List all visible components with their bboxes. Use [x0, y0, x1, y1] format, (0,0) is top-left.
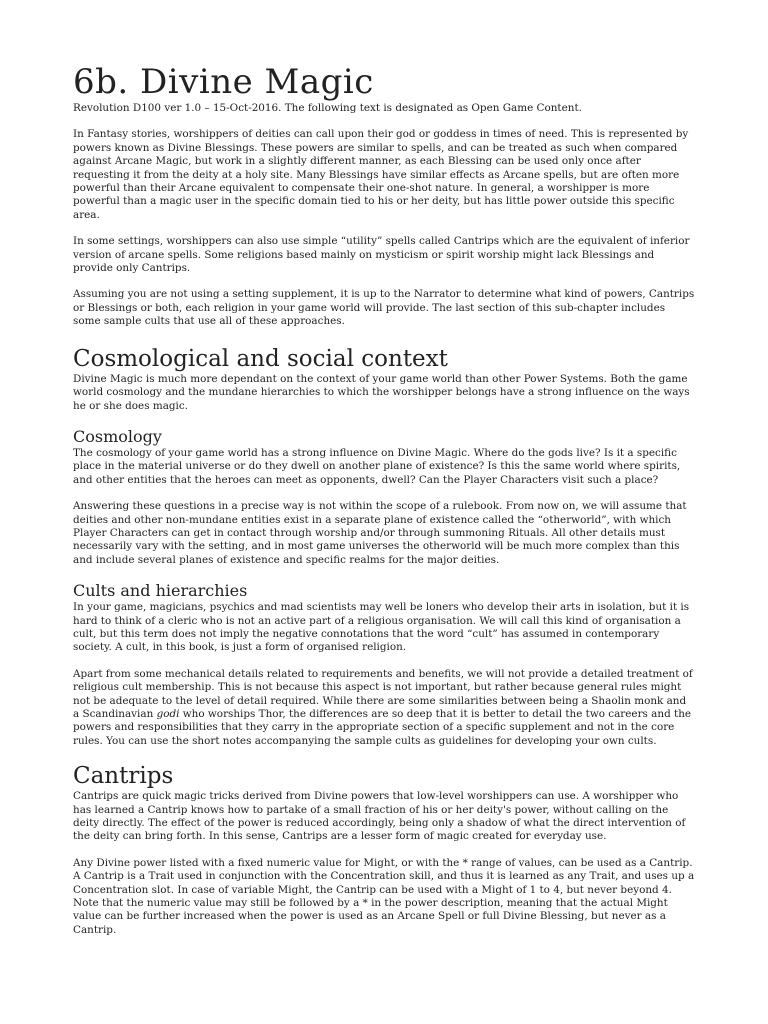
section-heading-cantrips: Cantrips [73, 763, 174, 790]
cosmology-paragraph-2: Answering these questions in a precise way is not within the scope of a rulebook. From now on, we will assume that deities and other non-mundane entities exist in a separate plane of existence called the “otherworld”, with which Player Characters can get in contact through worship and/or through summoning Rituals. All other details must necessarily vary with the setting, and in most game universes the otherworld will be much more complex than this and include several planes of existence and specific realms for the major deities. [73, 500, 687, 566]
cults-paragraph-2-part-a: Apart from some mechanical details related to requirements and benefits, we will not provide a detailed treatment of religious cult membership. This is not because this aspect is not important, but rather because general rules might not be adequate to the level of detail required. While there are some similarities between being a Shaolin monk and a Scandinavian [73, 667, 693, 720]
cantrips-paragraph-1: Cantrips are quick magic tricks derived from Divine powers that low-level worshippers can use. A worshipper who has learned a Cantrip knows how to partake of a small fraction of his or her deity's power, without calling on the deity directly. The effect of the power is reduced accordingly, being only a shadow of what the direct intervention of the deity can bring forth. In this sense, Cantrips are a lesser form of magic created for everyday use. [73, 790, 686, 843]
intro-paragraph-2: In some settings, worshippers can also use simple “utility” spells called Cantrips which are the equivalent of inferior version of arcane spells. Some religions based mainly on mysticism or spirit worship might lack Blessings and provide only Cantrips. [73, 235, 690, 275]
cults-paragraph-1: In your game, magicians, psychics and mad scientists may well be loners who develop their arts in isolation, but it is hard to think of a cleric who is not an active part of a religious organisation. We will call this kind of organisation a cult, but this term does not imply the negative connotations that the word “cult” has assumed in contemporary society. A cult, in this book, is just a form of organised religion. [73, 601, 690, 654]
cantrips-paragraph-2: Any Divine power listed with a fixed numeric value for Might, or with the * range of values, can be used as a Cantrip. A Cantrip is a Trait used in conjunction with the Concentration skill, and thus it is learned as any Trait, and uses up a Concentration slot. In case of variable Might, the Cantrip can be used with a Might of 1 to 4, but never beyond 4. Note that the numeric value may still be followed by a * in the power description, meaning that the actual Might value can be further increased when the power is used as an Arcane Spell or full Divine Blessing, but never as a Cantrip. [73, 856, 695, 936]
document-page [73, 62, 695, 937]
cults-paragraph-2 [73, 668, 695, 748]
intro-paragraph-3: Assuming you are not using a setting supplement, it is up to the Narrator to determine what kind of powers, Cantrips or Blessings or both, each religion in your game world will provide. The last section of this sub-chapter includes some sample cults that use all of these approaches. [73, 288, 695, 328]
section-heading-cosmological: Cosmological and social context [73, 345, 448, 372]
godi-term: godi [156, 708, 180, 720]
page-title: 6b. Divine Magic [73, 62, 374, 102]
subsection-heading-cosmology: Cosmology [73, 426, 162, 446]
cosmology-paragraph-1: The cosmology of your game world has a strong influence on Divine Magic. Where do the gods live? Is it a specific place in the material universe or do they dwell on another plane of existence? Is this the same world where spirits, and other entities that the heroes can meet as opponents, dwell? Can the Player Characters visit such a place? [73, 446, 681, 486]
subsection-heading-cults: Cults and hierarchies [73, 581, 248, 601]
intro-paragraph-1: In Fantasy stories, worshippers of deities can call upon their god or goddess in times of need. This is represented by powers known as Divine Blessings. These powers are similar to spells, and can be treated as such when compared against Arcane Magic, but work in a slightly different manner, as each Blessing can be used only once after requesting it from the deity at a holy site. Many Blessings have similar effects as Arcane spells, but are often more powerful than their Arcane equivalent to compensate their one-shot nature. In general, a worshipper is more powerful than a magic user in the specific domain tied to his or her deity, but has little power outside this specific area. [73, 128, 689, 221]
cosmological-paragraph: Divine Magic is much more dependant on the context of your game world than other Power Systems. Both the game world cosmology and the mundane hierarchies to which the worshipper belongs have a strong influence on the ways he or she does magic. [73, 372, 690, 412]
cults-paragraph-2-part-b: who worships Thor, the differences are so deep that it is better to detail the two careers and the powers and responsibilities that they carry in the appropriate section of a specific supplement and not in the core rules. You can use the short notes accompanying the sample cults as guidelines for developing your own cults. [73, 708, 692, 747]
version-line: Revolution D100 ver 1.0 – 15-Oct-2016. The following text is designated as Open Game Content. [73, 102, 582, 114]
